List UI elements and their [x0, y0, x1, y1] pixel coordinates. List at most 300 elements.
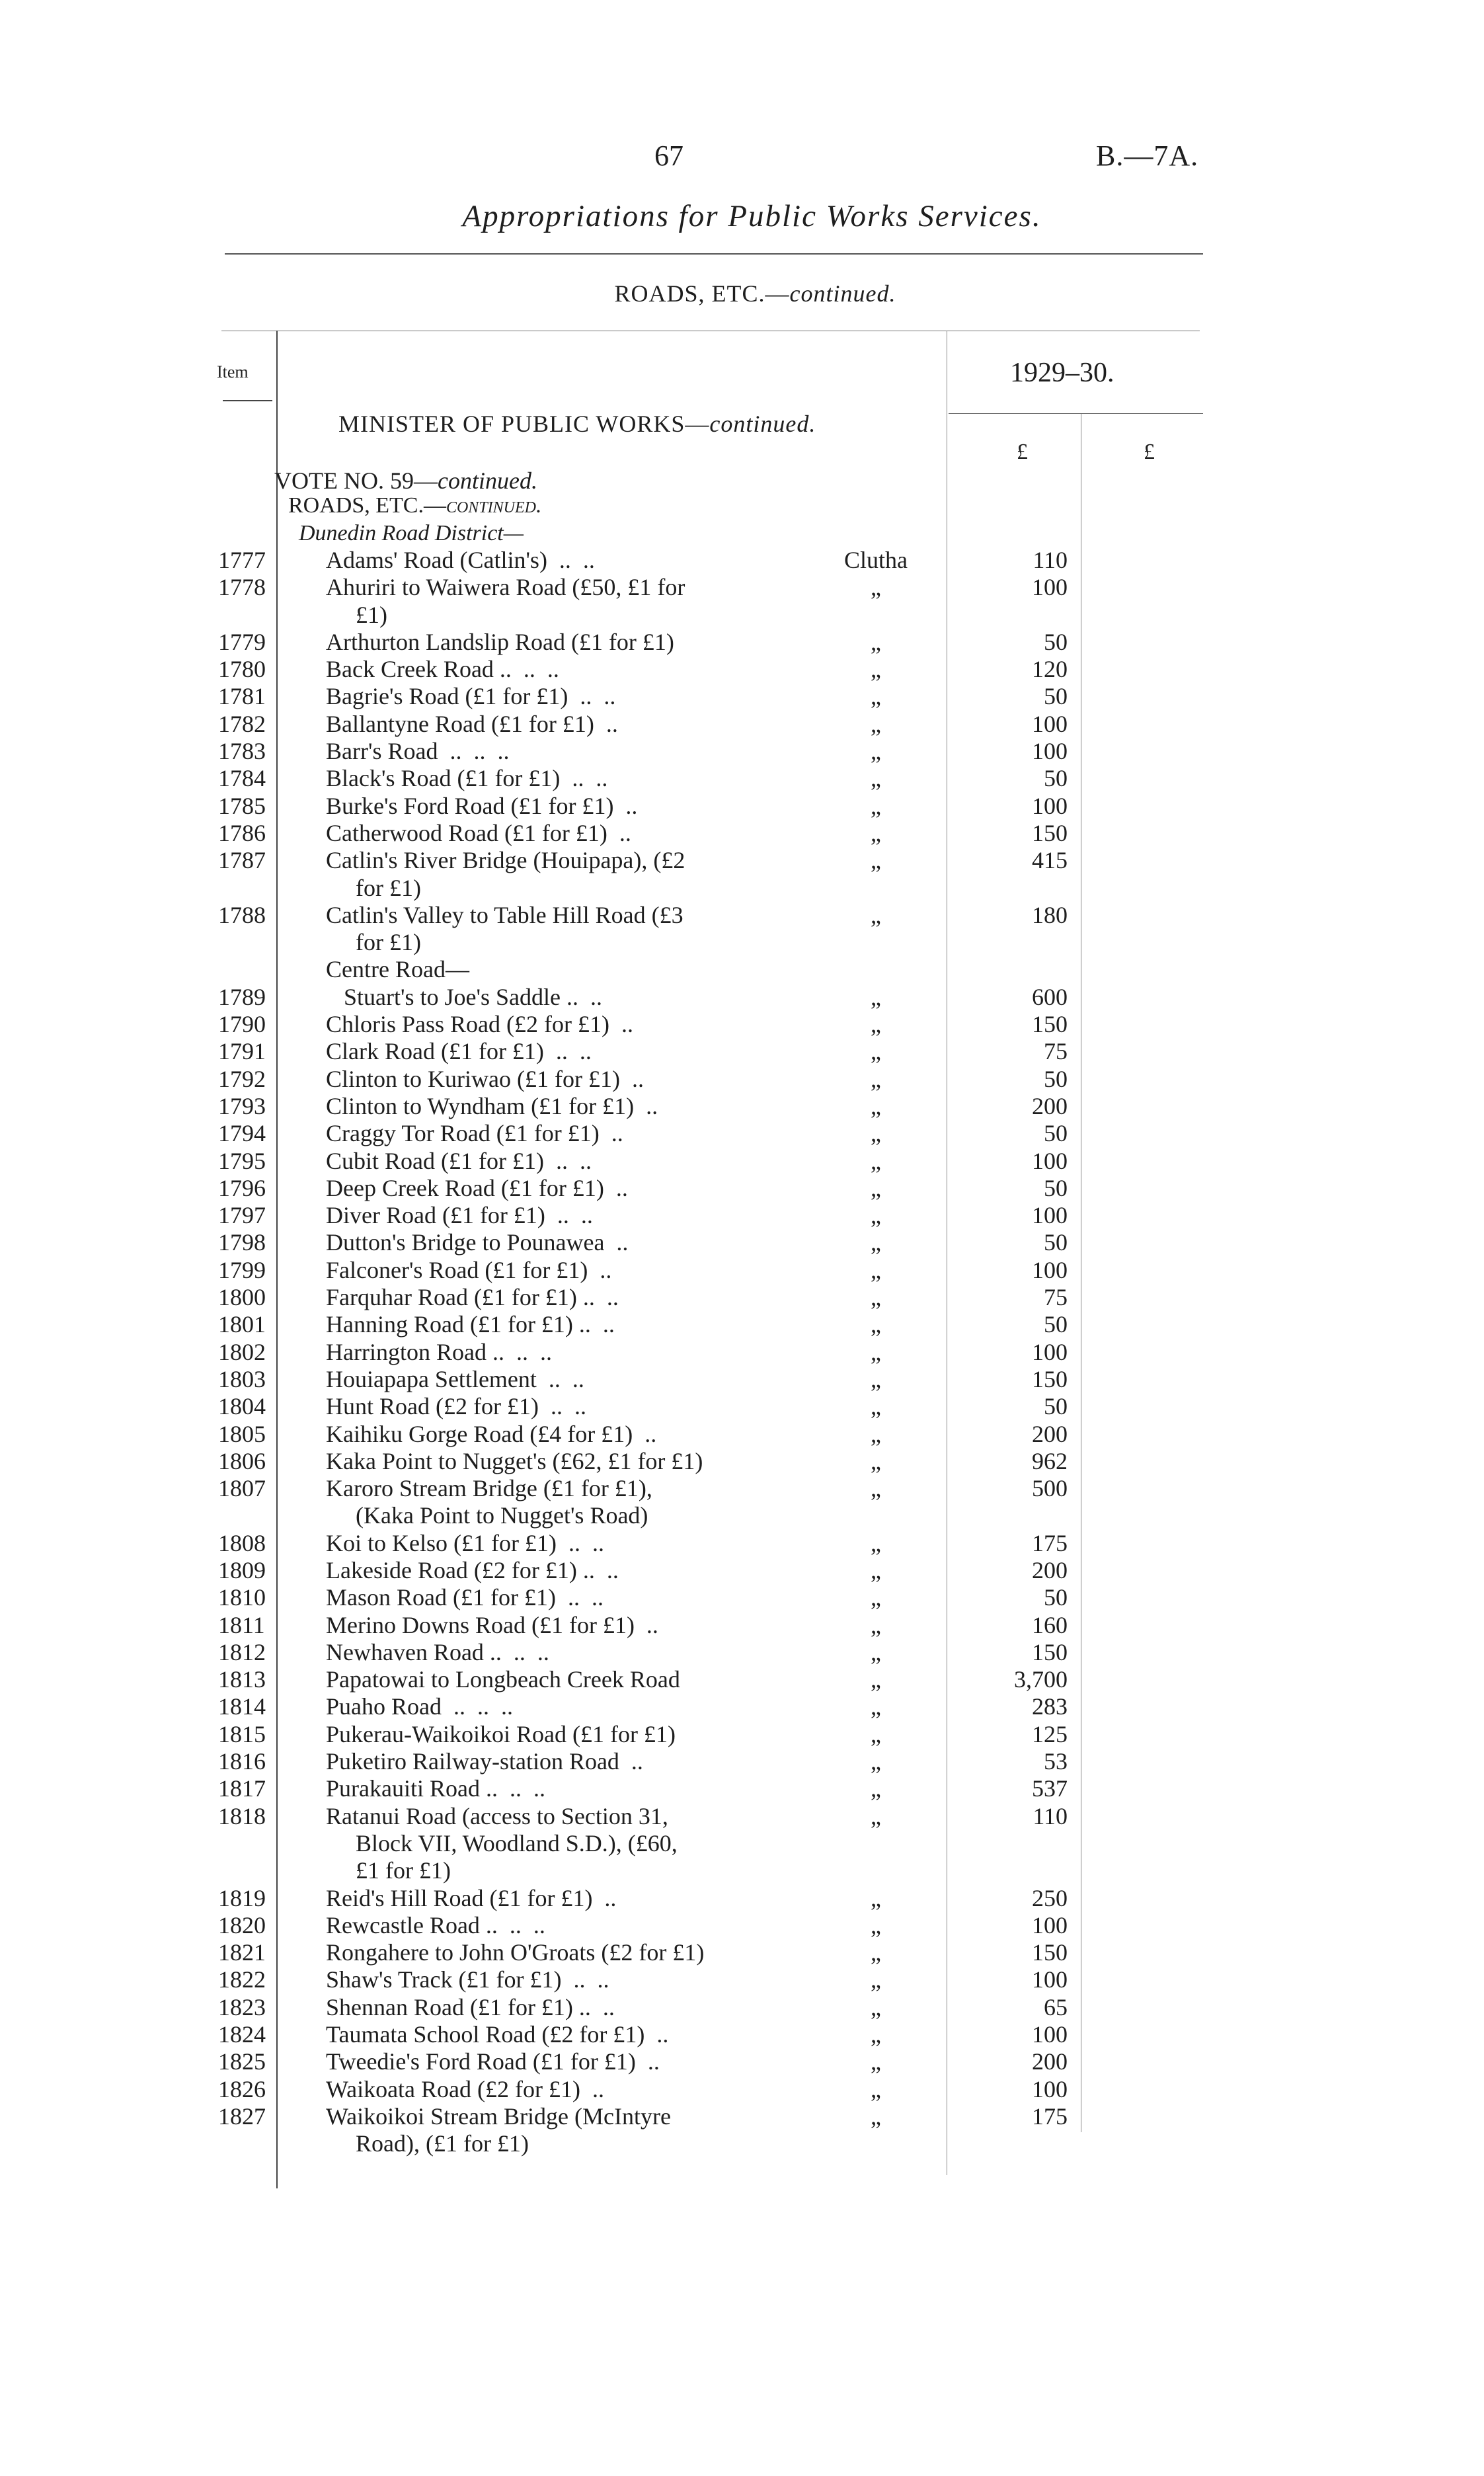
table-row: [0, 1257, 1484, 1284]
item-description: [326, 1939, 769, 1966]
item-description: [326, 683, 769, 710]
description-line: Kaka Point to Nugget's (£62, £1 for £1): [326, 1447, 703, 1474]
amount-1929-30: 120: [1032, 656, 1068, 683]
amount-1929-30: 3,700: [1014, 1666, 1068, 1693]
amount-1929-30: 200: [1032, 1092, 1068, 1119]
description-line: Merino Downs Road (£1 for £1) ..: [326, 1611, 658, 1638]
electoral-district: „: [871, 1447, 881, 1474]
electoral-district: „: [871, 1284, 881, 1311]
description-line: for £1): [356, 874, 421, 901]
description-line: Black's Road (£1 for £1) .. ..: [326, 765, 608, 792]
amount-1929-30: 100: [1032, 2075, 1068, 2102]
amount-1929-30: 962: [1032, 1447, 1068, 1474]
table-row: [0, 1393, 1484, 1420]
description-line: Clinton to Wyndham (£1 for £1) ..: [326, 1092, 658, 1119]
item-description: [326, 2021, 769, 2048]
amount-1929-30: 50: [1044, 1065, 1068, 1092]
description-line: Houiapapa Settlement .. ..: [326, 1365, 584, 1392]
table-row: [0, 1557, 1484, 1584]
table-row: [0, 765, 1484, 792]
item-number: 1795: [218, 1147, 266, 1174]
amount-1929-30: 175: [1032, 1529, 1068, 1556]
table-row: [0, 1584, 1484, 1611]
amount-1929-30: 150: [1032, 819, 1068, 846]
table-row: [0, 1775, 1484, 1802]
item-number: 1810: [218, 1584, 266, 1611]
description-line: Back Creek Road .. .. ..: [326, 656, 559, 683]
amount-1929-30: 150: [1032, 1939, 1068, 1966]
item-number: 1793: [218, 1092, 266, 1119]
electoral-district: „: [871, 1475, 881, 1502]
description-line: Ratanui Road (access to Section 31,: [326, 1802, 668, 1829]
item-number: 1789: [218, 983, 266, 1010]
page-number: 67: [654, 140, 683, 172]
amount-1929-30: 150: [1032, 1638, 1068, 1665]
item-description: [326, 1393, 769, 1420]
electoral-district: „: [871, 1147, 881, 1174]
item-description: [326, 629, 769, 656]
item-number: 1797: [218, 1202, 266, 1229]
electoral-district: „: [871, 738, 881, 765]
electoral-district: „: [871, 1420, 881, 1447]
table-row: [0, 1038, 1484, 1065]
description-line: Barr's Road .. .. ..: [326, 738, 510, 765]
table-row: [0, 1120, 1484, 1147]
description-line: Ballantyne Road (£1 for £1) ..: [326, 710, 618, 737]
electoral-district: „: [871, 1611, 881, 1638]
item-description: [326, 1093, 769, 1120]
section-title-italic: continued.: [789, 280, 896, 307]
item-description: [326, 1175, 769, 1202]
table-row: [0, 1148, 1484, 1175]
table-row: [0, 1803, 1484, 1885]
amount-1929-30: 100: [1032, 1338, 1068, 1365]
table-row: [0, 1011, 1484, 1038]
electoral-district: „: [871, 1666, 881, 1693]
document-reference: B.—7A.: [1096, 140, 1199, 172]
description-line: Catlin's Valley to Table Hill Road (£3: [326, 901, 683, 928]
currency-header-1: £: [1017, 440, 1028, 464]
item-header-rule: [223, 400, 272, 401]
district-heading: Dunedin Road District—: [299, 521, 524, 545]
item-description: [326, 1530, 769, 1557]
item-description: [326, 547, 769, 574]
item-description: [326, 1148, 769, 1175]
item-number: 1805: [218, 1420, 266, 1447]
item-description: [326, 902, 769, 957]
electoral-district: „: [871, 1693, 881, 1720]
amount-1929-30: 110: [1033, 1802, 1068, 1829]
title-rule: [225, 253, 1203, 255]
item-number: 1798: [218, 1229, 266, 1256]
table-row: [0, 1421, 1484, 1448]
description-line: Puketiro Railway-station Road ..: [326, 1748, 643, 1775]
amount-1929-30: 100: [1032, 710, 1068, 737]
description-line: Craggy Tor Road (£1 for £1) ..: [326, 1120, 623, 1147]
description-line: Centre Road—: [326, 956, 469, 983]
ministry-heading-italic: continued.: [709, 411, 816, 437]
item-description: [326, 1666, 769, 1693]
electoral-district: „: [871, 983, 881, 1010]
table-row: [0, 847, 1484, 902]
item-number: 1818: [218, 1802, 266, 1829]
description-line: Ahuriri to Waiwera Road (£50, £1 for: [326, 574, 685, 601]
item-number: 1787: [218, 847, 266, 874]
item-description: [326, 956, 769, 983]
table-row: [0, 984, 1484, 1011]
table-row: [0, 1339, 1484, 1366]
amount-1929-30: 150: [1032, 1011, 1068, 1038]
item-description: [326, 2048, 769, 2075]
table-row: [0, 1612, 1484, 1639]
table-row: [0, 1939, 1484, 1966]
electoral-district: Clutha: [844, 547, 908, 573]
item-description: [326, 1612, 769, 1639]
description-line: Diver Road (£1 for £1) .. ..: [326, 1202, 593, 1229]
electoral-district: „: [871, 765, 881, 792]
table-row: [0, 1093, 1484, 1120]
electoral-district: „: [871, 1939, 881, 1966]
item-number: 1808: [218, 1529, 266, 1556]
item-description: [326, 793, 769, 820]
electoral-district: „: [871, 1584, 881, 1611]
item-number: 1780: [218, 656, 266, 683]
amount-1929-30: 160: [1032, 1611, 1068, 1638]
table-row: [0, 2021, 1484, 2048]
description-line: Chloris Pass Road (£2 for £1) ..: [326, 1011, 633, 1038]
table-row: [0, 1284, 1484, 1311]
section-title: [0, 280, 1484, 307]
item-description: [326, 2076, 769, 2103]
table-row: [0, 1721, 1484, 1748]
item-number: 1792: [218, 1065, 266, 1092]
table-row: [0, 574, 1484, 629]
description-line: Farquhar Road (£1 for £1) .. ..: [326, 1284, 619, 1311]
item-description: [326, 1912, 769, 1939]
appropriation-table-body: [0, 547, 1484, 2158]
electoral-district: „: [871, 1256, 881, 1283]
item-description: [326, 711, 769, 738]
electoral-district: „: [871, 2075, 881, 2102]
description-line: Harrington Road .. .. ..: [326, 1338, 552, 1365]
electoral-district: „: [871, 574, 881, 601]
electoral-district: „: [871, 683, 881, 710]
amount-1929-30: 100: [1032, 1966, 1068, 1993]
amount-1929-30: 50: [1044, 1584, 1068, 1611]
amount-1929-30: 50: [1044, 1229, 1068, 1256]
description-line: Mason Road (£1 for £1) .. ..: [326, 1584, 604, 1611]
amount-1929-30: 75: [1044, 1038, 1068, 1065]
item-description: [326, 1448, 769, 1475]
ministry-heading-main: MINISTER OF PUBLIC WORKS—: [338, 411, 710, 437]
table-row: [0, 1693, 1484, 1720]
item-description: [326, 1229, 769, 1256]
table-row: [0, 1366, 1484, 1393]
roads-heading: [288, 493, 542, 518]
amount-1929-30: 110: [1033, 547, 1068, 573]
table-row: [0, 1966, 1484, 1993]
vote-heading-italic: continued.: [437, 467, 537, 494]
item-number: 1815: [218, 1720, 266, 1747]
electoral-district: „: [871, 1202, 881, 1229]
electoral-district: „: [871, 1092, 881, 1119]
electoral-district: „: [871, 1338, 881, 1365]
item-description: [326, 1011, 769, 1038]
electoral-district: „: [871, 628, 881, 655]
description-line: Catlin's River Bridge (Houipapa), (£2: [326, 847, 685, 874]
amount-1929-30: 50: [1044, 1393, 1068, 1420]
item-description: [326, 1748, 769, 1775]
electoral-district: „: [871, 1311, 881, 1338]
item-number: 1822: [218, 1966, 266, 1993]
description-line: Adams' Road (Catlin's) .. ..: [326, 547, 595, 573]
table-row: [0, 1994, 1484, 2021]
electoral-district: „: [871, 819, 881, 846]
item-number: 1823: [218, 1993, 266, 2020]
electoral-district: „: [871, 1720, 881, 1747]
description-line: Taumata School Road (£2 for £1) ..: [326, 2021, 669, 2048]
table-row: [0, 711, 1484, 738]
section-title-main: ROADS, ETC.—: [614, 280, 790, 307]
amount-1929-30: 200: [1032, 1556, 1068, 1583]
item-description: [326, 1311, 769, 1338]
description-line: Falconer's Road (£1 for £1) ..: [326, 1256, 612, 1283]
item-description: [326, 1966, 769, 1993]
amount-1929-30: 50: [1044, 1174, 1068, 1201]
electoral-district: „: [871, 792, 881, 819]
description-line: Kaihiku Gorge Road (£4 for £1) ..: [326, 1420, 657, 1447]
item-number: 1803: [218, 1365, 266, 1392]
amount-1929-30: 200: [1032, 1420, 1068, 1447]
description-line: Cubit Road (£1 for £1) .. ..: [326, 1147, 592, 1174]
item-column-header: Item: [217, 362, 249, 381]
table-row: [0, 1066, 1484, 1093]
amount-1929-30: 100: [1032, 1202, 1068, 1229]
item-number: 1802: [218, 1338, 266, 1365]
description-line: Waikoata Road (£2 for £1) ..: [326, 2075, 604, 2102]
table-row: [0, 1175, 1484, 1202]
electoral-district: „: [871, 1993, 881, 2020]
amount-1929-30: 200: [1032, 2048, 1068, 2075]
table-row: [0, 1530, 1484, 1557]
table-row: [0, 2076, 1484, 2103]
item-description: [326, 1584, 769, 1611]
currency-header-2: £: [1144, 440, 1155, 464]
roads-heading-italic: continued.: [446, 493, 542, 518]
table-row: [0, 1666, 1484, 1693]
amount-1929-30: 600: [1032, 983, 1068, 1010]
vote-heading: [274, 467, 537, 495]
item-number: 1778: [218, 574, 266, 601]
electoral-district: „: [871, 2048, 881, 2075]
description-line: (Kaka Point to Nugget's Road): [356, 1502, 648, 1529]
item-number: 1807: [218, 1475, 266, 1502]
amount-1929-30: 100: [1032, 738, 1068, 765]
electoral-district: „: [871, 656, 881, 683]
description-line: Shaw's Track (£1 for £1) .. ..: [326, 1966, 609, 1993]
item-number: 1817: [218, 1775, 266, 1802]
item-number: 1785: [218, 792, 266, 819]
description-line: Clinton to Kuriwao (£1 for £1) ..: [326, 1065, 644, 1092]
item-number: 1809: [218, 1556, 266, 1583]
amount-1929-30: 537: [1032, 1775, 1068, 1802]
item-number: 1784: [218, 765, 266, 792]
description-line: Catherwood Road (£1 for £1) ..: [326, 819, 631, 846]
amount-1929-30: 500: [1032, 1475, 1068, 1502]
item-number: 1813: [218, 1666, 266, 1693]
electoral-district: „: [871, 1911, 881, 1938]
electoral-district: „: [871, 1884, 881, 1911]
description-line: Deep Creek Road (£1 for £1) ..: [326, 1174, 628, 1201]
electoral-district: „: [871, 2021, 881, 2048]
item-number: 1777: [218, 547, 266, 573]
item-description: [326, 1693, 769, 1720]
description-line: Stuart's to Joe's Saddle .. ..: [326, 983, 602, 1010]
item-description: [326, 1775, 769, 1802]
item-number: 1827: [218, 2102, 266, 2130]
electoral-district: „: [871, 1748, 881, 1775]
description-line: Bagrie's Road (£1 for £1) .. ..: [326, 683, 616, 710]
table-row: [0, 956, 1484, 983]
item-number: 1826: [218, 2075, 266, 2102]
item-description: [326, 984, 769, 1011]
description-line: Clark Road (£1 for £1) .. ..: [326, 1038, 592, 1065]
description-line: Reid's Hill Road (£1 for £1) ..: [326, 1884, 617, 1911]
amount-1929-30: 50: [1044, 1120, 1068, 1147]
table-row: [0, 2048, 1484, 2075]
electoral-district: „: [871, 1966, 881, 1993]
item-description: [326, 1557, 769, 1584]
table-row: [0, 656, 1484, 683]
item-description: [326, 1721, 769, 1748]
table-row: [0, 738, 1484, 765]
description-line: Lakeside Road (£2 for £1) .. ..: [326, 1556, 619, 1583]
electoral-district: „: [871, 1775, 881, 1802]
item-description: [326, 656, 769, 683]
description-line: Shennan Road (£1 for £1) .. ..: [326, 1993, 615, 2020]
item-number: 1800: [218, 1284, 266, 1311]
table-row: [0, 547, 1484, 574]
description-line: Hunt Road (£2 for £1) .. ..: [326, 1393, 586, 1420]
table-row: [0, 1475, 1484, 1530]
amount-1929-30: 100: [1032, 574, 1068, 601]
electoral-district: „: [871, 710, 881, 737]
item-number: 1783: [218, 738, 266, 765]
table-row: [0, 1885, 1484, 1912]
amount-1929-30: 100: [1032, 2021, 1068, 2048]
amount-1929-30: 100: [1032, 792, 1068, 819]
amount-1929-30: 100: [1032, 1147, 1068, 1174]
electoral-district: „: [871, 1038, 881, 1065]
description-line: Papatowai to Longbeach Creek Road: [326, 1666, 680, 1693]
amount-1929-30: 65: [1044, 1993, 1068, 2020]
table-row: [0, 902, 1484, 957]
amount-1929-30: 50: [1044, 628, 1068, 655]
amount-1929-30: 50: [1044, 765, 1068, 792]
amount-1929-30: 180: [1032, 901, 1068, 928]
roads-heading-main: ROADS, ETC.—: [288, 493, 446, 518]
item-number: 1788: [218, 901, 266, 928]
description-line: Arthurton Landslip Road (£1 for £1): [326, 628, 674, 655]
electoral-district: „: [871, 847, 881, 874]
item-number: 1786: [218, 819, 266, 846]
electoral-district: „: [871, 1556, 881, 1583]
description-line: Tweedie's Ford Road (£1 for £1) ..: [326, 2048, 660, 2075]
item-description: [326, 847, 769, 902]
amount-1929-30: 53: [1044, 1748, 1068, 1775]
item-description: [326, 1202, 769, 1229]
item-number: 1825: [218, 2048, 266, 2075]
electoral-district: „: [871, 1229, 881, 1256]
description-line: Rewcastle Road .. .. ..: [326, 1911, 545, 1938]
electoral-district: „: [871, 1065, 881, 1092]
description-line: Hanning Road (£1 for £1) .. ..: [326, 1311, 615, 1338]
description-line: Rongahere to John O'Groats (£2 for £1): [326, 1939, 705, 1966]
item-description: [326, 1421, 769, 1448]
item-description: [326, 1284, 769, 1311]
item-number: 1811: [218, 1611, 265, 1638]
description-line: Dutton's Bridge to Pounawea ..: [326, 1229, 629, 1256]
item-description: [326, 765, 769, 792]
year-column-header: 1929–30.: [1010, 358, 1114, 388]
description-line: Koi to Kelso (£1 for £1) .. ..: [326, 1529, 604, 1556]
item-number: 1804: [218, 1393, 266, 1420]
item-description: [326, 1803, 769, 1885]
description-line: Road), (£1 for £1): [356, 2130, 529, 2157]
electoral-district: „: [871, 1365, 881, 1392]
item-number: 1790: [218, 1011, 266, 1038]
description-line: Burke's Ford Road (£1 for £1) ..: [326, 792, 638, 819]
item-number: 1821: [218, 1939, 266, 1966]
item-description: [326, 1475, 769, 1530]
amount-1929-30: 125: [1032, 1720, 1068, 1747]
electoral-district: „: [871, 1120, 881, 1147]
year-header-rule: [949, 413, 1203, 414]
amount-1929-30: 283: [1032, 1693, 1068, 1720]
item-description: [326, 1066, 769, 1093]
table-row: [0, 793, 1484, 820]
description-line: £1 for £1): [356, 1857, 451, 1884]
description-line: £1): [356, 601, 387, 628]
table-row: [0, 629, 1484, 656]
table-row: [0, 1229, 1484, 1256]
electoral-district: „: [871, 1174, 881, 1201]
description-line: Newhaven Road .. .. ..: [326, 1638, 549, 1665]
amount-1929-30: 75: [1044, 1284, 1068, 1311]
table-row: [0, 1448, 1484, 1475]
item-description: [326, 1120, 769, 1147]
item-number: 1782: [218, 710, 266, 737]
table-row: [0, 683, 1484, 710]
description-line: for £1): [356, 929, 421, 956]
item-number: 1799: [218, 1256, 266, 1283]
amount-1929-30: 50: [1044, 683, 1068, 710]
electoral-district: „: [871, 901, 881, 928]
amount-1929-30: 175: [1032, 2102, 1068, 2130]
item-number: 1820: [218, 1911, 266, 1938]
description-line: Waikoikoi Stream Bridge (McIntyre: [326, 2102, 671, 2130]
item-number: 1814: [218, 1693, 266, 1720]
amount-1929-30: 100: [1032, 1256, 1068, 1283]
table-row: [0, 1202, 1484, 1229]
description-line: Pukerau-Waikoikoi Road (£1 for £1): [326, 1720, 676, 1747]
amount-1929-30: 150: [1032, 1365, 1068, 1392]
amount-1929-30: 250: [1032, 1884, 1068, 1911]
item-number: 1794: [218, 1120, 266, 1147]
table-row: [0, 2103, 1484, 2158]
electoral-district: „: [871, 1638, 881, 1665]
item-description: [326, 738, 769, 765]
